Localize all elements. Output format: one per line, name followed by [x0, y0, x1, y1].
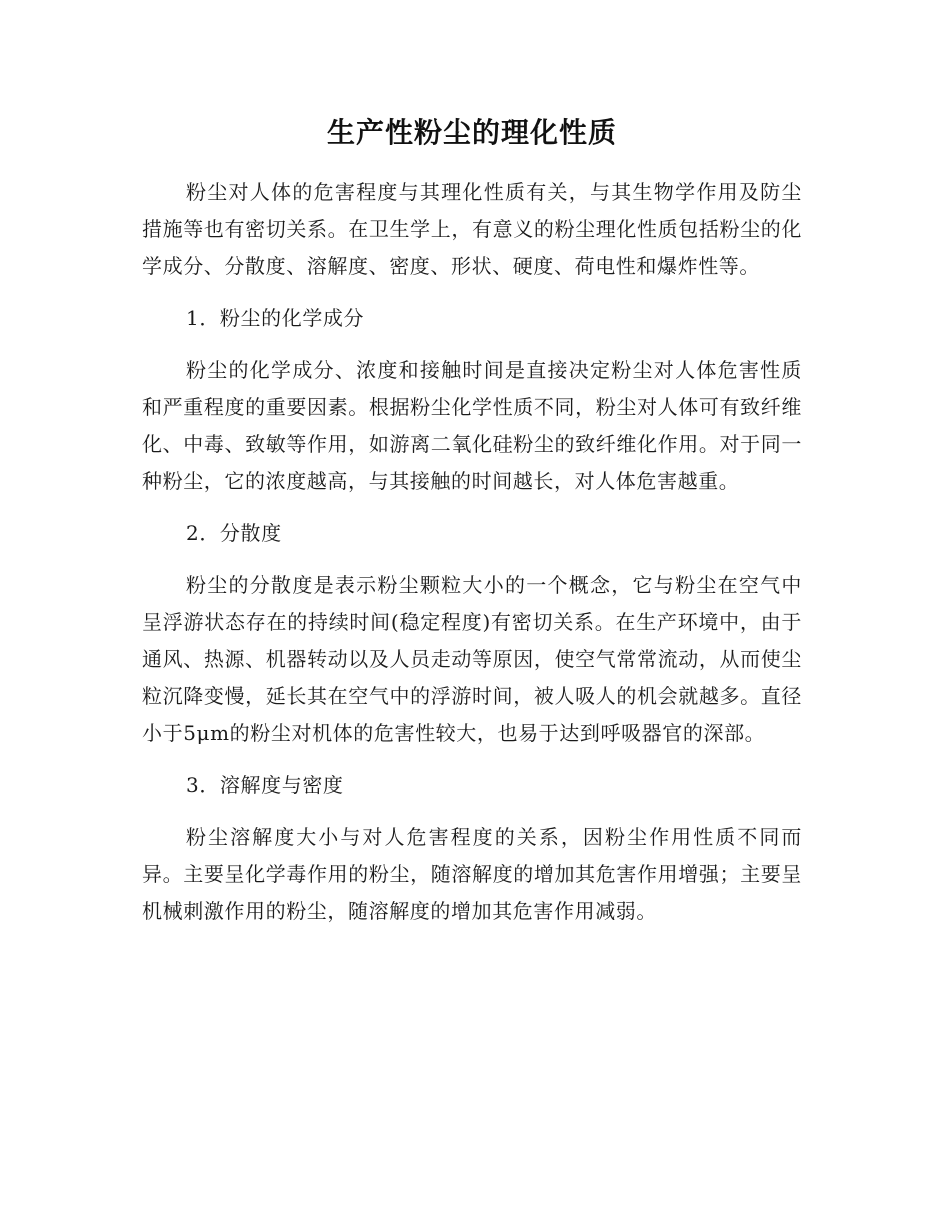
section-body-solubility-density: 粉尘溶解度大小与对人危害程度的关系，因粉尘作用性质不同而异。主要呈化学毒作用的粉尘，随溶解度的增加其危害作用增强；主要呈机械刺激作用的粉尘，随溶解度的增加其危害作用减弱。 — [142, 825, 802, 923]
section-body-chemical-composition: 粉尘的化学成分、浓度和接触时间是直接决定粉尘对人体危害性质和严重程度的重要因素。根据粉尘化学性质不同，粉尘对人体可有致纤维化、中毒、致敏等作用，如游离二氧化硅粉尘的致纤维化作用。对于同一种粉尘，它的浓度越高，与其接触的时间越长，对人体危害越重。 — [142, 358, 802, 493]
page-title: 生产性粉尘的理化性质 — [326, 116, 617, 149]
section-heading-solubility-density: 3．溶解度与密度 — [186, 773, 344, 797]
intro-paragraph: 粉尘对人体的危害程度与其理化性质有关，与其生物学作用及防尘措施等也有密切关系。在卫生学上，有意义的粉尘理化性质包括粉尘的化学成分、分散度、溶解度、密度、形状、硬度、荷电性和爆炸性等。 — [142, 180, 802, 278]
section-heading-chemical-composition: 1．粉尘的化学成分 — [186, 306, 365, 330]
document-page — [142, 108, 802, 930]
section-heading-dispersion: 2．分散度 — [186, 521, 282, 545]
section-body-dispersion: 粉尘的分散度是表示粉尘颗粒大小的一个概念，它与粉尘在空气中呈浮游状态存在的持续时间(稳定程度)有密切关系。在生产环境中，由于通风、热源、机器转动以及人员走动等原因，使空气常常流动，从而使尘粒沉降变慢，延长其在空气中的浮游时间，被人吸人的机会就越多。直径小于5μm的粉尘对机体的危害性较大，也易于达到呼吸器官的深部。 — [142, 573, 802, 745]
